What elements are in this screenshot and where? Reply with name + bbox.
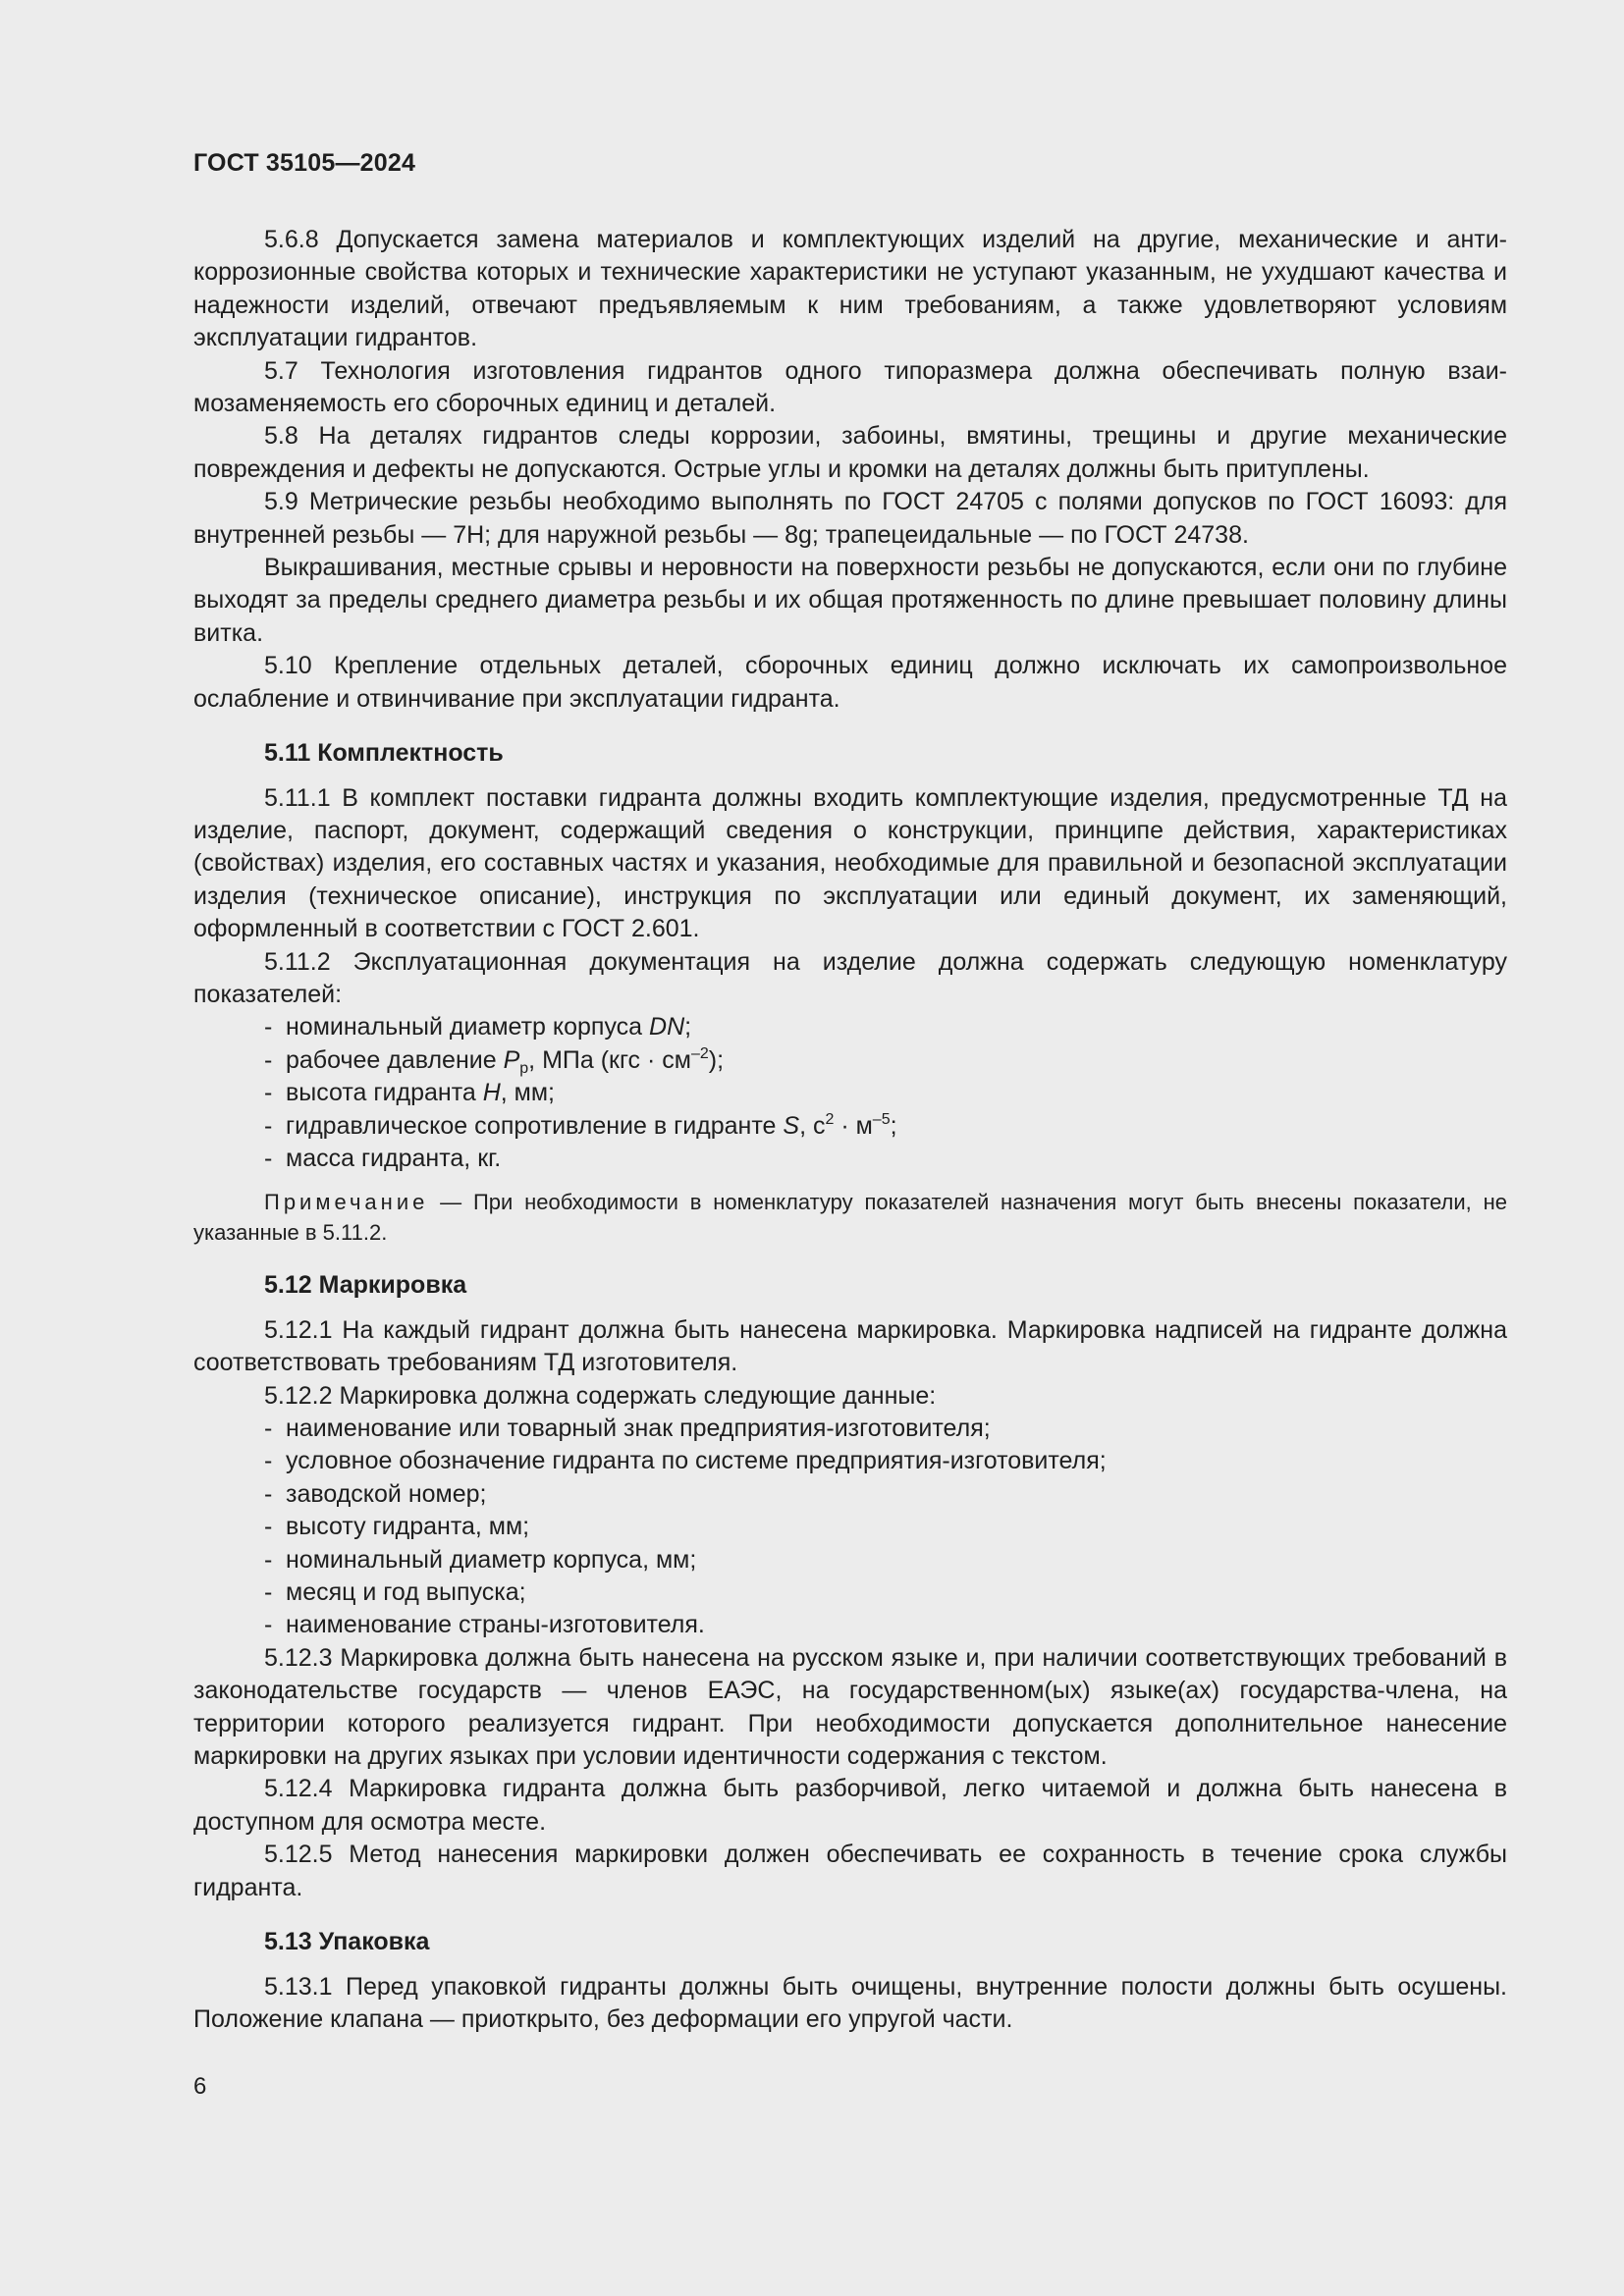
paragraph-5-12-5: 5.12.5 Метод нанесения маркировки должен обеспечивать ее сохранность в течение срока службы гидранта.: [193, 1841, 1507, 1901]
paragraph-5-9: 5.9 Метрические резьбы необходимо выполнять по ГОСТ 24705 с полями допусков по ГОСТ 16093: для внутренней резьбы — 7Н; для наружной резьбы — 8g; трапецеидальные — по ГОСТ 24738.: [193, 488, 1507, 549]
list-item: - условное обозначение гидранта по системе предприятия-изготовителя;: [264, 1447, 1107, 1475]
paragraph-5-11-2: 5.11.2 Эксплуатационная документация на изделие должна содержать следующую номенклатуру показателей:: [193, 947, 1507, 1008]
list-item: - наименование страны-изготовителя.: [264, 1611, 705, 1639]
paragraph-5-7: 5.7 Технология изготовления гидрантов одного типоразмера должна обеспечивать полную взаимозаменяемость его сборочных единиц и деталей.: [193, 356, 1507, 418]
list-item: - высота гидранта H, мм;: [264, 1079, 555, 1107]
indicator-list: [193, 1011, 1507, 1175]
list-item: - рабочее давление $P_р$, МПа $(кгс \cdot см^{-2})$;: [264, 1044, 725, 1077]
list-item: - высоту гидранта, мм;: [264, 1513, 530, 1541]
paragraph-5-11-1: 5.11.1 В комплект поставки гидранта должны входить комплектующие изделия, предусмотренные ТД на изделие, паспорт, документ, содержащий сведения о конструкции, принципе действия, характеристиках (свойствах) изделия, его составных частях и указания, необходимые для правильной и безопасной эксплуатации изделия (техническое описание), инструкция по эксплуатации или единый документ, их заменяющий, оформленный в соответствии с ГОСТ 2.601.: [193, 783, 1507, 943]
section-heading-5-13: 5.13 Упаковка: [264, 1928, 430, 1956]
paragraph-5-12-4: 5.12.4 Маркировка гидранта должна быть разборчивой, легко читаемой и должна быть нанесена в доступном для осмотра месте.: [193, 1775, 1507, 1836]
note: [193, 1187, 1507, 1248]
note-label: Примечание: [264, 1190, 429, 1215]
list-item: - гидравлическое сопротивление в гидранте S, $с^2 \cdot м^{-5}$;: [264, 1110, 897, 1140]
paragraph-5-12-3: 5.12.3 Маркировка должна быть нанесена на русском языке и, при наличии соответствующих требований в законодательстве государств — членов ЕАЭС, на государственном(ых) языке(ах) государства-члена, на территории которого реализуется гидрант. При необходимости допускается дополнительное нанесение маркировки на других языках при условии идентичности содержания с текстом.: [193, 1643, 1507, 1771]
paragraph-5-8: 5.8 На деталях гидрантов следы коррозии, забоины, вмятины, трещины и другие механические повреждения и дефекты не допускаются. Острые углы и кромки на деталях должны быть притуплены.: [193, 422, 1507, 483]
list-item: - наименование или товарный знак предприятия-изготовителя;: [264, 1415, 991, 1442]
document-body: [193, 224, 1507, 2036]
paragraph-5-10: 5.10 Крепление отдельных деталей, сборочных единиц должно исключать их самопроизвольное ослабление и отвинчивание при эксплуатации гидранта.: [193, 652, 1507, 713]
note-text: — При необходимости в номенклатуру показателей назначения могут быть внесены показатели, не указанные в 5.11.2.: [193, 1190, 1507, 1246]
paragraph-5-13-1: 5.13.1 Перед упаковкой гидранты должны быть очищены, внутренние полости должны быть осушены. Положение клапана — приоткрыто, без деформации его упругой части.: [193, 1972, 1507, 2033]
list-item: - заводской номер;: [264, 1479, 487, 1508]
list-item: - номинальный диаметр корпуса DN;: [264, 1013, 692, 1041]
list-item: - номинальный диаметр корпуса, мм;: [264, 1545, 697, 1574]
list-item: - масса гидранта, кг.: [264, 1144, 502, 1172]
paragraph-5-6-8: 5.6.8 Допускается замена материалов и комплектующих изделий на другие, механические и антикоррозионные свойства которых и технические характеристики не уступают указанным, не ухудшают качества и надежности изделий, отвечают предъявляемым к ним требованиям, а также удовлетворяют условиям эксплуатации гидрантов.: [193, 226, 1507, 352]
page-number: 6: [193, 2073, 207, 2100]
paragraph-5-12-2: 5.12.2 Маркировка должна содержать следующие данные:: [264, 1381, 937, 1410]
section-heading-5-12: 5.12 Маркировка: [264, 1271, 467, 1300]
document-header: ГОСТ 35105—2024: [193, 149, 416, 177]
list-item: - месяц и год выпуска;: [264, 1578, 526, 1607]
marking-list: [193, 1413, 1507, 1642]
paragraph-5-9-continued: Выкрашивания, местные срывы и неровности на поверхности резьбы не допускаются, если они по глубине выходят за пределы среднего диаметра резьбы и их общая протяженность по длине превышает половину длины витка.: [193, 554, 1507, 647]
paragraph-5-12-1: 5.12.1 На каждый гидрант должна быть нанесена маркировка. Маркировка надписей на гидранте должна соответствовать требованиям ТД изготовителя.: [193, 1315, 1507, 1377]
section-heading-5-11: 5.11 Комплектность: [264, 739, 504, 768]
